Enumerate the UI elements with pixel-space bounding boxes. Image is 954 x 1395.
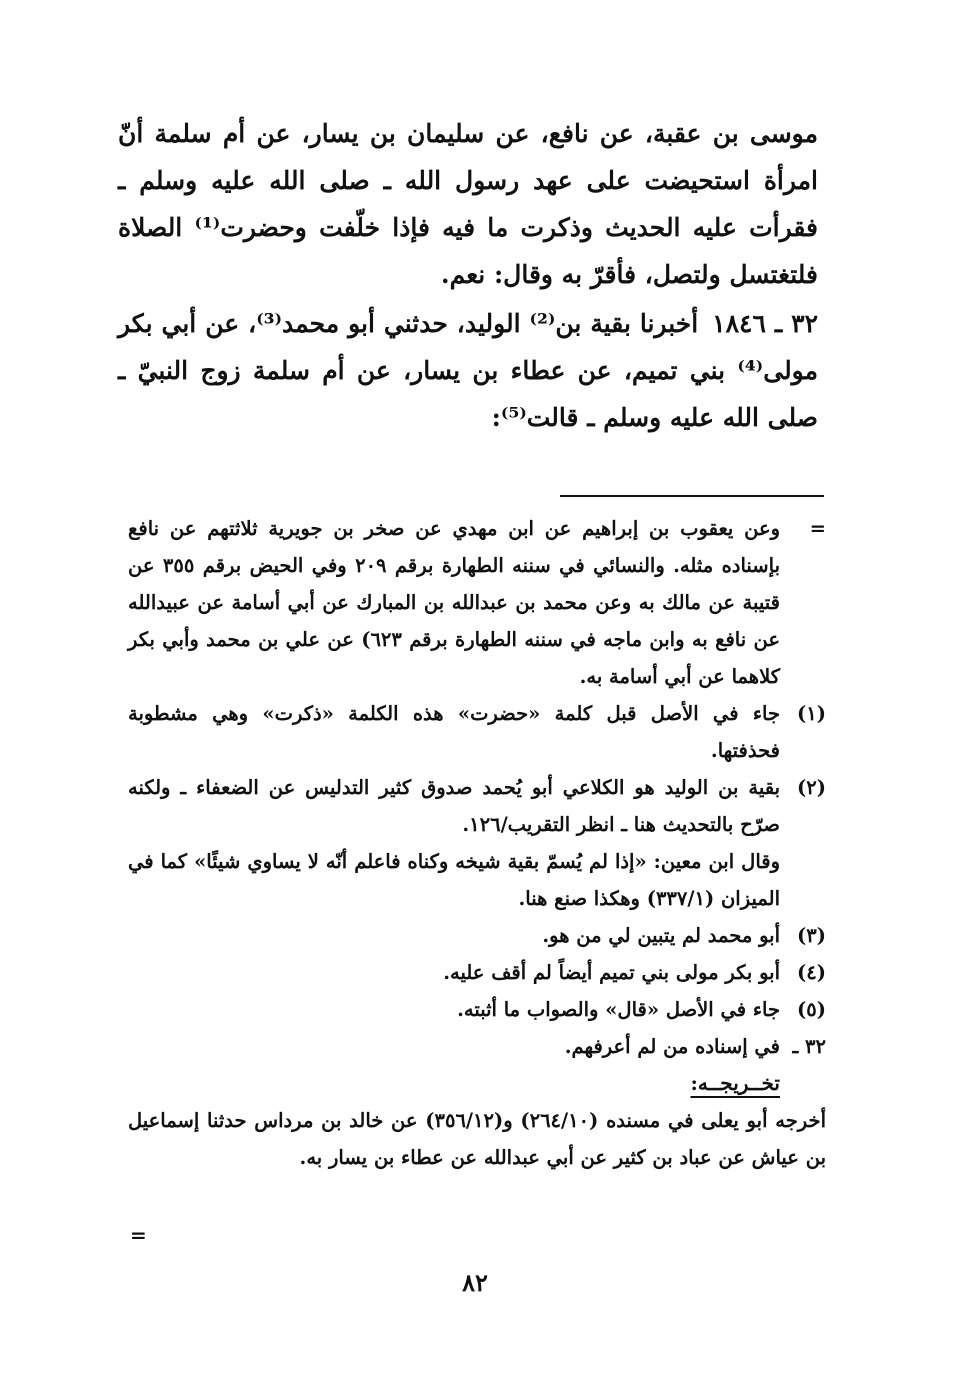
footnote-text: وقال ابن معين: «إذا لم يُسمّ بقية شيخه وكناه فاعلم أنّه لا يساوي شيئًا» كما في الميزان (٣٣٧/١) وهكذا صنع هنا.: [128, 850, 780, 910]
footnote-text: أبو بكر مولى بني تميم أيضاً لم أقف عليه.: [443, 961, 780, 984]
footnotes: [128, 510, 826, 1176]
hadith-number: ٣٢ ـ ١٨٤٦: [712, 309, 818, 338]
footnote-text: في إسناده من لم أعرفهم.: [564, 1035, 780, 1058]
continuation-text: وعن يعقوب بن إبراهيم عن ابن مهدي عن صخر بن جويرية ثلاثتهم عن نافع بإسناده مثله. والنسائي في سننه الطهارة برقم ٢٠٩ وفي الحيض برقم ٣٥٥ عن قتيبة عن مالك به وعن محمد بن عبدالله بن المبارك عن أبي أسامة عن عبيدالله عن نافع به وابن ماجه في سننه الطهارة برقم ٦٢٣) عن علي بن محمد وأبي بكر كلاهما عن أبي أسامة به.: [128, 517, 780, 688]
footnote-text: جاء في الأصل «قال» والصواب ما أثبته.: [457, 998, 780, 1021]
footnote-marker: ٣٢ ـ: [792, 1035, 826, 1058]
footnote-4: [128, 954, 826, 991]
footnote-continuation: [128, 510, 826, 695]
hadith-32-note: [128, 1028, 826, 1065]
footnote-2: [128, 769, 826, 843]
footnote-marker: (٣): [797, 924, 826, 947]
continuation-mark: =: [809, 517, 826, 540]
main-paragraph-1: موسى بن عقبة، عن نافع، عن سليمان بن يسار، عن أم سلمة أنّ امرأة استحيضت على عهد رسول الله ـ صلى الله عليه وسلم ـ فقرأت عليه الحديث وذكرت ما فيه فإذا خلّفت وحضرت⁽¹⁾ الصلاة فلتغتسل ولتصل، فأقرّ به وقال: نعم.: [118, 119, 818, 289]
takhrij-heading-row: [128, 1065, 826, 1102]
footnote-separator: [560, 495, 824, 497]
footnote-5: [128, 991, 826, 1028]
footnote-text: جاء في الأصل قبل كلمة «حضرت» هذه الكلمة «ذكرت» وهي مشطوبة فحذفتها.: [128, 702, 780, 762]
page-number: ٨٢: [462, 1268, 488, 1297]
footnote-3: [128, 917, 826, 954]
footnote-marker: (٤): [797, 961, 826, 984]
footnote-marker: (١): [797, 702, 826, 725]
footnote-text: أبو محمد لم يتبين لي من هو.: [542, 924, 780, 947]
footnote-marker: (٥): [797, 998, 826, 1021]
footnote-1: [128, 695, 826, 769]
main-paragraph-2: [118, 300, 818, 441]
hadith-text: أخبرنا بقية بن⁽²⁾ الوليد، حدثني أبو محمد⁽³⁾، عن أبي بكر مولى⁽⁴⁾ بني تميم، عن عطاء بن يسار، عن أم سلمة زوج النبيّ ـ صلى الله عليه وسلم ـ قالت⁽⁵⁾:: [118, 309, 818, 432]
footnote-marker: (٢): [797, 776, 826, 799]
footnote-2-continued: [128, 843, 826, 917]
takhrij-heading: تخــريجــه:: [690, 1071, 780, 1095]
footnote-text: بقية بن الوليد هو الكلاعي أبو يُحمد صدوق كثير التدليس عن الضعفاء ـ ولكنه صرّح بالتحديث هنا ـ انظر التقريب/١٢٦.: [128, 776, 780, 836]
continuation-bottom-mark: =: [130, 1223, 147, 1247]
takhrij-text: أخرجه أبو يعلى في مسنده (٢٦٤/١٠) و(٣٥٦/١٢) عن خالد بن مرداس حدثنا إسماعيل بن عياش عن عباد بن كثير عن أبي عبدالله عن عطاء بن يسار به.: [128, 1109, 826, 1169]
main-text: [118, 110, 818, 441]
